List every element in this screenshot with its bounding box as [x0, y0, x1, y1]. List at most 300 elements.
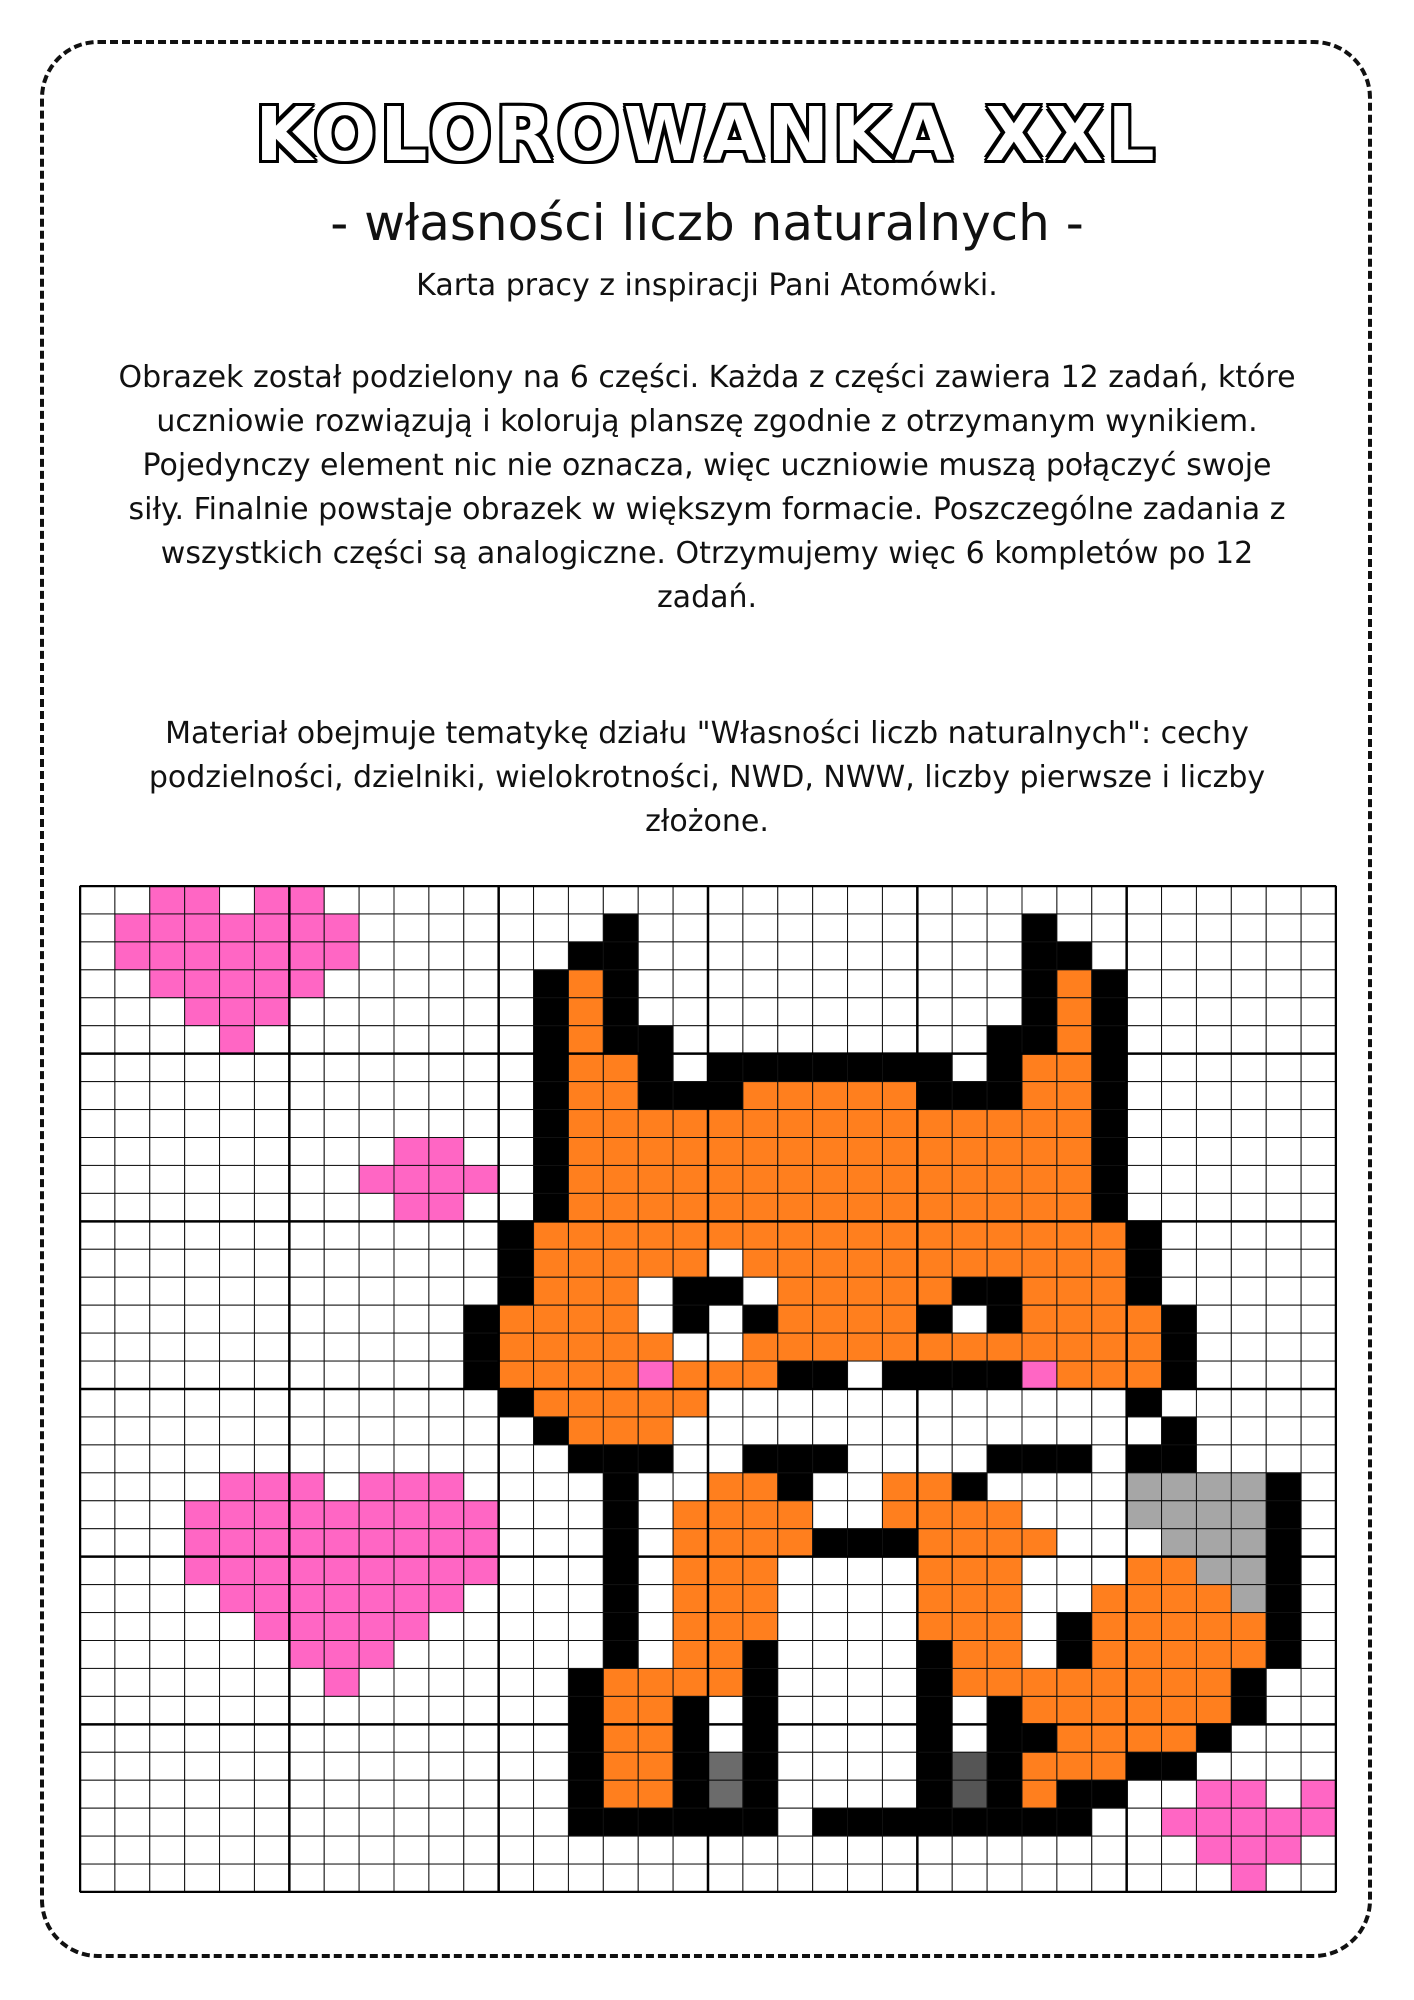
grid-cell[interactable] — [429, 1417, 464, 1445]
grid-cell[interactable] — [673, 1585, 708, 1613]
grid-cell[interactable] — [534, 1529, 569, 1557]
grid-cell[interactable] — [1092, 1389, 1127, 1417]
grid-cell[interactable] — [1301, 1221, 1336, 1249]
grid-cell[interactable] — [1022, 1613, 1057, 1641]
grid-cell[interactable] — [708, 1110, 743, 1138]
grid-cell[interactable] — [638, 1445, 673, 1473]
grid-cell[interactable] — [150, 1780, 185, 1808]
grid-cell[interactable] — [1196, 1641, 1231, 1669]
grid-cell[interactable] — [534, 1836, 569, 1864]
grid-cell[interactable] — [1127, 1668, 1162, 1696]
grid-cell[interactable] — [254, 1417, 289, 1445]
grid-cell[interactable] — [603, 886, 638, 914]
grid-cell[interactable] — [1301, 1249, 1336, 1277]
grid-cell[interactable] — [289, 1752, 324, 1780]
grid-cell[interactable] — [1301, 1138, 1336, 1166]
grid-cell[interactable] — [708, 1557, 743, 1585]
grid-cell[interactable] — [882, 1668, 917, 1696]
grid-cell[interactable] — [185, 914, 220, 942]
grid-cell[interactable] — [150, 1305, 185, 1333]
grid-cell[interactable] — [289, 1724, 324, 1752]
grid-cell[interactable] — [359, 1696, 394, 1724]
grid-cell[interactable] — [115, 1249, 150, 1277]
grid-cell[interactable] — [1162, 1668, 1197, 1696]
grid-cell[interactable] — [394, 1221, 429, 1249]
grid-cell[interactable] — [1022, 998, 1057, 1026]
grid-cell[interactable] — [115, 942, 150, 970]
grid-cell[interactable] — [603, 1054, 638, 1082]
grid-cell[interactable] — [673, 1249, 708, 1277]
grid-cell[interactable] — [1127, 1585, 1162, 1613]
grid-cell[interactable] — [987, 1165, 1022, 1193]
grid-cell[interactable] — [499, 1110, 534, 1138]
grid-cell[interactable] — [1266, 886, 1301, 914]
grid-cell[interactable] — [324, 1277, 359, 1305]
grid-cell[interactable] — [464, 1026, 499, 1054]
grid-cell[interactable] — [1266, 1054, 1301, 1082]
grid-cell[interactable] — [1301, 1445, 1336, 1473]
grid-cell[interactable] — [708, 1361, 743, 1389]
grid-cell[interactable] — [987, 1473, 1022, 1501]
grid-cell[interactable] — [568, 1473, 603, 1501]
grid-cell[interactable] — [987, 1668, 1022, 1696]
grid-cell[interactable] — [429, 1193, 464, 1221]
grid-cell[interactable] — [220, 1585, 255, 1613]
grid-cell[interactable] — [1231, 1808, 1266, 1836]
grid-cell[interactable] — [289, 1473, 324, 1501]
grid-cell[interactable] — [80, 886, 115, 914]
grid-cell[interactable] — [1057, 1110, 1092, 1138]
grid-cell[interactable] — [1196, 1724, 1231, 1752]
grid-cell[interactable] — [1092, 1752, 1127, 1780]
grid-cell[interactable] — [1162, 1808, 1197, 1836]
grid-cell[interactable] — [1196, 1696, 1231, 1724]
grid-cell[interactable] — [1266, 1864, 1301, 1892]
grid-cell[interactable] — [568, 1333, 603, 1361]
grid-cell[interactable] — [1022, 1445, 1057, 1473]
grid-cell[interactable] — [603, 970, 638, 998]
grid-cell[interactable] — [952, 1110, 987, 1138]
grid-cell[interactable] — [289, 1165, 324, 1193]
grid-cell[interactable] — [534, 1641, 569, 1669]
grid-cell[interactable] — [568, 1808, 603, 1836]
grid-cell[interactable] — [917, 970, 952, 998]
grid-cell[interactable] — [115, 1585, 150, 1613]
grid-cell[interactable] — [813, 1585, 848, 1613]
grid-cell[interactable] — [708, 1277, 743, 1305]
grid-cell[interactable] — [1092, 1361, 1127, 1389]
grid-cell[interactable] — [1266, 1529, 1301, 1557]
grid-cell[interactable] — [778, 1249, 813, 1277]
grid-cell[interactable] — [743, 1277, 778, 1305]
grid-cell[interactable] — [987, 1752, 1022, 1780]
grid-cell[interactable] — [778, 1501, 813, 1529]
grid-cell[interactable] — [429, 1054, 464, 1082]
grid-cell[interactable] — [150, 998, 185, 1026]
grid-cell[interactable] — [882, 1389, 917, 1417]
grid-cell[interactable] — [638, 1249, 673, 1277]
grid-cell[interactable] — [882, 1808, 917, 1836]
grid-cell[interactable] — [882, 1277, 917, 1305]
grid-cell[interactable] — [1266, 970, 1301, 998]
grid-cell[interactable] — [917, 1165, 952, 1193]
grid-cell[interactable] — [952, 970, 987, 998]
grid-cell[interactable] — [394, 1417, 429, 1445]
grid-cell[interactable] — [1301, 1529, 1336, 1557]
grid-cell[interactable] — [743, 1668, 778, 1696]
grid-cell[interactable] — [778, 1110, 813, 1138]
grid-cell[interactable] — [359, 1808, 394, 1836]
grid-cell[interactable] — [638, 886, 673, 914]
grid-cell[interactable] — [1057, 1138, 1092, 1166]
grid-cell[interactable] — [917, 1138, 952, 1166]
grid-cell[interactable] — [1057, 1724, 1092, 1752]
grid-cell[interactable] — [499, 1752, 534, 1780]
grid-cell[interactable] — [603, 1249, 638, 1277]
grid-cell[interactable] — [813, 942, 848, 970]
grid-cell[interactable] — [1162, 1138, 1197, 1166]
grid-cell[interactable] — [1231, 1585, 1266, 1613]
grid-cell[interactable] — [1127, 1780, 1162, 1808]
grid-cell[interactable] — [429, 1389, 464, 1417]
grid-cell[interactable] — [359, 1780, 394, 1808]
grid-cell[interactable] — [848, 1808, 883, 1836]
grid-cell[interactable] — [1162, 1529, 1197, 1557]
grid-cell[interactable] — [185, 942, 220, 970]
grid-cell[interactable] — [1196, 1389, 1231, 1417]
grid-cell[interactable] — [778, 914, 813, 942]
grid-cell[interactable] — [1022, 1557, 1057, 1585]
grid-cell[interactable] — [638, 1724, 673, 1752]
grid-cell[interactable] — [568, 1780, 603, 1808]
grid-cell[interactable] — [743, 1361, 778, 1389]
grid-cell[interactable] — [429, 998, 464, 1026]
grid-cell[interactable] — [1301, 1110, 1336, 1138]
grid-cell[interactable] — [987, 1417, 1022, 1445]
grid-cell[interactable] — [1231, 1054, 1266, 1082]
grid-cell[interactable] — [708, 1249, 743, 1277]
grid-cell[interactable] — [80, 914, 115, 942]
grid-cell[interactable] — [464, 1221, 499, 1249]
grid-cell[interactable] — [394, 1696, 429, 1724]
grid-cell[interactable] — [324, 970, 359, 998]
grid-cell[interactable] — [708, 1417, 743, 1445]
grid-cell[interactable] — [568, 886, 603, 914]
grid-cell[interactable] — [1231, 1752, 1266, 1780]
grid-cell[interactable] — [708, 998, 743, 1026]
grid-cell[interactable] — [150, 1613, 185, 1641]
grid-cell[interactable] — [499, 998, 534, 1026]
grid-cell[interactable] — [394, 1557, 429, 1585]
grid-cell[interactable] — [917, 1193, 952, 1221]
grid-cell[interactable] — [638, 1808, 673, 1836]
grid-cell[interactable] — [778, 1082, 813, 1110]
grid-cell[interactable] — [917, 1221, 952, 1249]
grid-cell[interactable] — [743, 1110, 778, 1138]
grid-cell[interactable] — [813, 1752, 848, 1780]
grid-cell[interactable] — [882, 914, 917, 942]
grid-cell[interactable] — [324, 1641, 359, 1669]
grid-cell[interactable] — [429, 1668, 464, 1696]
grid-cell[interactable] — [1057, 970, 1092, 998]
grid-cell[interactable] — [673, 1165, 708, 1193]
grid-cell[interactable] — [499, 1305, 534, 1333]
grid-cell[interactable] — [1162, 1724, 1197, 1752]
grid-cell[interactable] — [638, 1557, 673, 1585]
grid-cell[interactable] — [115, 914, 150, 942]
grid-cell[interactable] — [289, 1249, 324, 1277]
grid-cell[interactable] — [708, 1305, 743, 1333]
grid-cell[interactable] — [185, 1110, 220, 1138]
grid-cell[interactable] — [464, 1613, 499, 1641]
grid-cell[interactable] — [394, 1585, 429, 1613]
grid-cell[interactable] — [80, 1585, 115, 1613]
grid-cell[interactable] — [1092, 942, 1127, 970]
grid-cell[interactable] — [289, 1389, 324, 1417]
grid-cell[interactable] — [394, 1864, 429, 1892]
grid-cell[interactable] — [289, 1445, 324, 1473]
grid-cell[interactable] — [917, 1249, 952, 1277]
grid-cell[interactable] — [1162, 1445, 1197, 1473]
grid-cell[interactable] — [603, 1473, 638, 1501]
grid-cell[interactable] — [499, 1808, 534, 1836]
grid-cell[interactable] — [289, 1361, 324, 1389]
grid-cell[interactable] — [1266, 1389, 1301, 1417]
grid-cell[interactable] — [813, 998, 848, 1026]
grid-cell[interactable] — [1057, 1417, 1092, 1445]
grid-cell[interactable] — [80, 1305, 115, 1333]
grid-cell[interactable] — [80, 1110, 115, 1138]
grid-cell[interactable] — [1196, 1445, 1231, 1473]
grid-cell[interactable] — [324, 1752, 359, 1780]
grid-cell[interactable] — [917, 1668, 952, 1696]
grid-cell[interactable] — [848, 1752, 883, 1780]
grid-cell[interactable] — [1092, 1026, 1127, 1054]
grid-cell[interactable] — [185, 1752, 220, 1780]
grid-cell[interactable] — [673, 1557, 708, 1585]
grid-cell[interactable] — [848, 1417, 883, 1445]
grid-cell[interactable] — [638, 1752, 673, 1780]
grid-cell[interactable] — [289, 1864, 324, 1892]
grid-cell[interactable] — [1057, 1641, 1092, 1669]
grid-cell[interactable] — [1301, 1361, 1336, 1389]
grid-cell[interactable] — [499, 1082, 534, 1110]
grid-cell[interactable] — [1022, 914, 1057, 942]
grid-cell[interactable] — [220, 1054, 255, 1082]
grid-cell[interactable] — [394, 1529, 429, 1557]
grid-cell[interactable] — [464, 1445, 499, 1473]
grid-cell[interactable] — [534, 1473, 569, 1501]
grid-cell[interactable] — [638, 1221, 673, 1249]
grid-cell[interactable] — [80, 1529, 115, 1557]
grid-cell[interactable] — [464, 1668, 499, 1696]
grid-cell[interactable] — [1057, 998, 1092, 1026]
grid-cell[interactable] — [1196, 1277, 1231, 1305]
grid-cell[interactable] — [603, 998, 638, 1026]
grid-cell[interactable] — [673, 1752, 708, 1780]
grid-cell[interactable] — [359, 1138, 394, 1166]
grid-cell[interactable] — [394, 970, 429, 998]
grid-cell[interactable] — [254, 1193, 289, 1221]
grid-cell[interactable] — [534, 1138, 569, 1166]
grid-cell[interactable] — [1196, 1529, 1231, 1557]
grid-cell[interactable] — [80, 1473, 115, 1501]
grid-cell[interactable] — [1266, 1724, 1301, 1752]
grid-cell[interactable] — [1022, 886, 1057, 914]
grid-cell[interactable] — [359, 970, 394, 998]
grid-cell[interactable] — [429, 1808, 464, 1836]
grid-cell[interactable] — [1162, 1780, 1197, 1808]
grid-cell[interactable] — [848, 886, 883, 914]
grid-cell[interactable] — [673, 1082, 708, 1110]
grid-cell[interactable] — [778, 1808, 813, 1836]
grid-cell[interactable] — [1231, 1389, 1266, 1417]
grid-cell[interactable] — [254, 1445, 289, 1473]
grid-cell[interactable] — [673, 1696, 708, 1724]
grid-cell[interactable] — [848, 1836, 883, 1864]
grid-cell[interactable] — [673, 1501, 708, 1529]
grid-cell[interactable] — [1266, 1277, 1301, 1305]
grid-cell[interactable] — [987, 914, 1022, 942]
grid-cell[interactable] — [603, 1361, 638, 1389]
grid-cell[interactable] — [987, 1613, 1022, 1641]
grid-cell[interactable] — [115, 1305, 150, 1333]
grid-cell[interactable] — [289, 1305, 324, 1333]
grid-cell[interactable] — [568, 1054, 603, 1082]
grid-cell[interactable] — [952, 942, 987, 970]
grid-cell[interactable] — [778, 1026, 813, 1054]
grid-cell[interactable] — [952, 1445, 987, 1473]
grid-cell[interactable] — [952, 1221, 987, 1249]
grid-cell[interactable] — [568, 942, 603, 970]
grid-cell[interactable] — [254, 1165, 289, 1193]
grid-cell[interactable] — [882, 1473, 917, 1501]
grid-cell[interactable] — [1301, 914, 1336, 942]
grid-cell[interactable] — [952, 1389, 987, 1417]
grid-cell[interactable] — [289, 1613, 324, 1641]
grid-cell[interactable] — [150, 1473, 185, 1501]
grid-cell[interactable] — [534, 1585, 569, 1613]
grid-cell[interactable] — [1092, 1249, 1127, 1277]
grid-cell[interactable] — [220, 1613, 255, 1641]
grid-cell[interactable] — [1266, 1333, 1301, 1361]
grid-cell[interactable] — [359, 1361, 394, 1389]
grid-cell[interactable] — [1057, 1613, 1092, 1641]
grid-cell[interactable] — [499, 1249, 534, 1277]
grid-cell[interactable] — [778, 1529, 813, 1557]
grid-cell[interactable] — [324, 1389, 359, 1417]
grid-cell[interactable] — [1301, 1641, 1336, 1669]
grid-cell[interactable] — [708, 1193, 743, 1221]
grid-cell[interactable] — [464, 1808, 499, 1836]
grid-cell[interactable] — [603, 1529, 638, 1557]
grid-cell[interactable] — [882, 1138, 917, 1166]
grid-cell[interactable] — [568, 1668, 603, 1696]
grid-cell[interactable] — [568, 1557, 603, 1585]
grid-cell[interactable] — [1162, 1613, 1197, 1641]
grid-cell[interactable] — [185, 970, 220, 998]
grid-cell[interactable] — [1196, 1026, 1231, 1054]
grid-cell[interactable] — [394, 1249, 429, 1277]
grid-cell[interactable] — [1301, 1696, 1336, 1724]
grid-cell[interactable] — [324, 1668, 359, 1696]
grid-cell[interactable] — [987, 1138, 1022, 1166]
grid-cell[interactable] — [778, 886, 813, 914]
grid-cell[interactable] — [1057, 1836, 1092, 1864]
grid-cell[interactable] — [534, 1361, 569, 1389]
grid-cell[interactable] — [1301, 1836, 1336, 1864]
grid-cell[interactable] — [987, 1054, 1022, 1082]
grid-cell[interactable] — [813, 1221, 848, 1249]
grid-cell[interactable] — [289, 1501, 324, 1529]
grid-cell[interactable] — [1057, 1864, 1092, 1892]
grid-cell[interactable] — [603, 914, 638, 942]
grid-cell[interactable] — [638, 1054, 673, 1082]
grid-cell[interactable] — [952, 1864, 987, 1892]
grid-cell[interactable] — [1057, 1026, 1092, 1054]
grid-cell[interactable] — [1266, 1221, 1301, 1249]
grid-cell[interactable] — [1022, 1780, 1057, 1808]
grid-cell[interactable] — [1231, 1277, 1266, 1305]
grid-cell[interactable] — [952, 1752, 987, 1780]
grid-cell[interactable] — [848, 1557, 883, 1585]
grid-cell[interactable] — [778, 1557, 813, 1585]
grid-cell[interactable] — [1092, 1613, 1127, 1641]
grid-cell[interactable] — [1057, 1473, 1092, 1501]
grid-cell[interactable] — [394, 1333, 429, 1361]
grid-cell[interactable] — [1092, 914, 1127, 942]
grid-cell[interactable] — [1127, 1557, 1162, 1585]
grid-cell[interactable] — [673, 1389, 708, 1417]
grid-cell[interactable] — [673, 1864, 708, 1892]
grid-cell[interactable] — [813, 1696, 848, 1724]
grid-cell[interactable] — [464, 1585, 499, 1613]
grid-cell[interactable] — [534, 1054, 569, 1082]
grid-cell[interactable] — [1127, 942, 1162, 970]
grid-cell[interactable] — [673, 1277, 708, 1305]
grid-cell[interactable] — [150, 1724, 185, 1752]
grid-cell[interactable] — [1301, 1724, 1336, 1752]
grid-cell[interactable] — [708, 1054, 743, 1082]
grid-cell[interactable] — [394, 1165, 429, 1193]
grid-cell[interactable] — [499, 1473, 534, 1501]
grid-cell[interactable] — [917, 1752, 952, 1780]
grid-cell[interactable] — [1162, 970, 1197, 998]
grid-cell[interactable] — [289, 1641, 324, 1669]
grid-cell[interactable] — [1231, 886, 1266, 914]
grid-cell[interactable] — [1022, 1724, 1057, 1752]
grid-cell[interactable] — [324, 1585, 359, 1613]
grid-cell[interactable] — [1022, 1361, 1057, 1389]
grid-cell[interactable] — [1231, 1138, 1266, 1166]
grid-cell[interactable] — [1266, 1585, 1301, 1613]
grid-cell[interactable] — [1231, 1417, 1266, 1445]
grid-cell[interactable] — [1127, 1724, 1162, 1752]
grid-cell[interactable] — [1196, 1054, 1231, 1082]
grid-cell[interactable] — [534, 1668, 569, 1696]
grid-cell[interactable] — [464, 1193, 499, 1221]
grid-cell[interactable] — [952, 1138, 987, 1166]
grid-cell[interactable] — [1231, 1473, 1266, 1501]
grid-cell[interactable] — [324, 1082, 359, 1110]
grid-cell[interactable] — [1022, 1333, 1057, 1361]
grid-cell[interactable] — [638, 1696, 673, 1724]
grid-cell[interactable] — [708, 1864, 743, 1892]
grid-cell[interactable] — [150, 1557, 185, 1585]
grid-cell[interactable] — [1231, 1249, 1266, 1277]
grid-cell[interactable] — [1057, 886, 1092, 914]
grid-cell[interactable] — [673, 1613, 708, 1641]
